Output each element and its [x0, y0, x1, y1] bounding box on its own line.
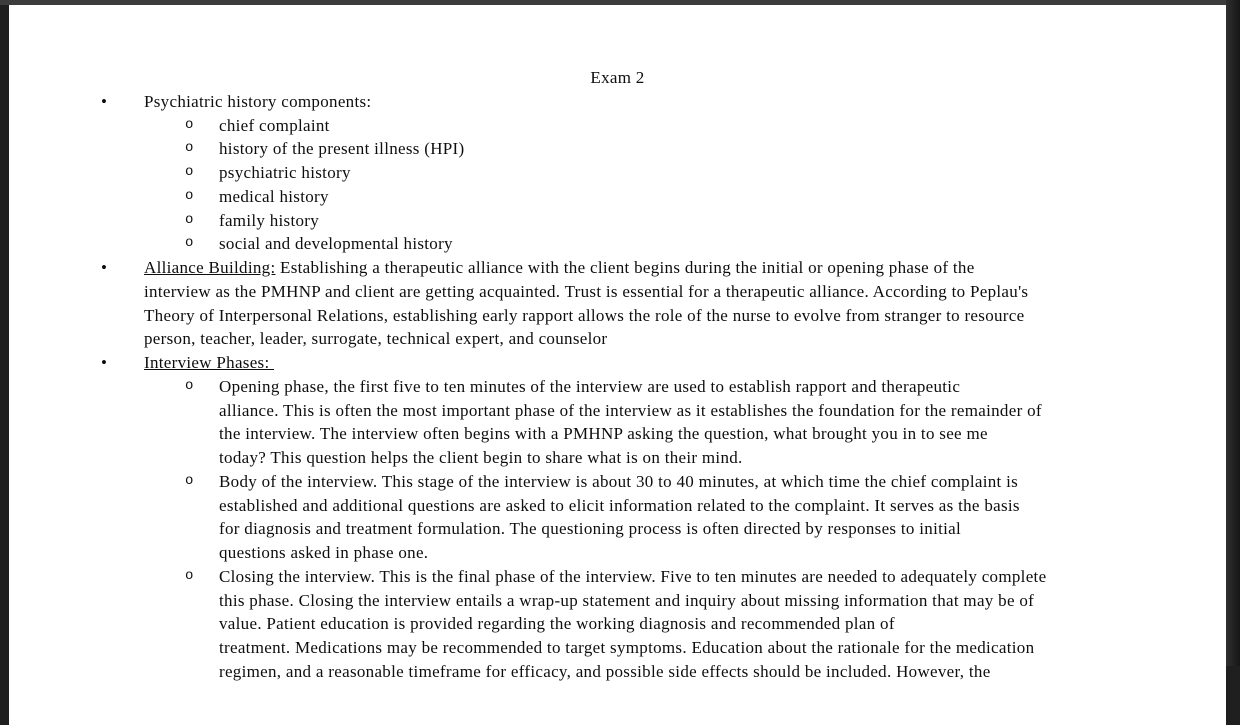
line-text: medical history: [219, 186, 329, 206]
document-page: [9, 5, 1226, 725]
list-item: [9, 256, 1226, 280]
bullet-circle-icon: o: [185, 472, 194, 489]
bullet-circle-icon: o: [185, 211, 194, 228]
bullet-disc-icon: •: [101, 91, 108, 111]
list-item: [9, 114, 1226, 138]
line-text: today? This question helps the client begin to share what is on their mind.: [219, 448, 743, 467]
line-text: questions asked in phase one.: [219, 543, 429, 562]
line-text: social and developmental history: [219, 234, 453, 254]
bullet-list: [9, 90, 1226, 684]
line-text: this phase. Closing the interview entails a wrap-up statement and inquiry about missing information that may be of: [219, 590, 1035, 610]
line-text: value. Patient education is provided regarding the working diagnosis and recommended plan of: [219, 614, 895, 634]
list-item-continuation: [9, 636, 1226, 660]
list-item: [9, 375, 1226, 399]
bullet-disc-icon: •: [101, 258, 108, 277]
list-item: [9, 161, 1226, 185]
underlined-heading: Alliance Building:: [144, 258, 276, 277]
line-text: Opening phase, the first five to ten minutes of the interview are used to establish rapport and therapeutic: [219, 376, 961, 396]
list-item: [9, 90, 1226, 114]
line-text: history of the present illness (HPI): [219, 139, 465, 159]
line-text: Theory of Interpersonal Relations, establishing early rapport allows the role of the nurse to evolve from stranger to resource: [144, 305, 1025, 325]
bullet-disc-icon: •: [101, 353, 108, 372]
list-item-continuation: [9, 280, 1226, 304]
line-text: person, teacher, leader, surrogate, technical expert, and counselor: [144, 329, 608, 349]
bullet-circle-icon: o: [185, 567, 194, 584]
line-text: treatment. Medications may be recommended to target symptoms. Education about the rationale for the medication: [219, 638, 1035, 657]
bullet-circle-icon: o: [185, 140, 194, 157]
page-title: Exam 2: [590, 68, 645, 87]
list-item-continuation: [9, 304, 1226, 328]
list-item-continuation: [9, 660, 1226, 684]
list-item: [9, 185, 1226, 209]
list-item-continuation: [9, 589, 1226, 613]
line-text: the interview. The interview often begins with a PMHNP asking the question, what brought you in to see me: [219, 424, 988, 444]
line-text: for diagnosis and treatment formulation. The questioning process is often directed by responses to initial: [219, 519, 962, 539]
line-text: Establishing a therapeutic alliance with the client begins during the initial or opening phase of the: [275, 258, 975, 277]
list-item: [9, 209, 1226, 233]
bullet-circle-icon: o: [185, 187, 194, 204]
document-body: [9, 5, 1226, 684]
line-text: alliance. This is often the most important phase of the interview as it establishes the foundation for the remainder of: [219, 400, 1042, 420]
list-item-continuation: [9, 422, 1226, 446]
line-text: family history: [219, 210, 320, 230]
list-item: [9, 351, 1226, 375]
list-item: [9, 137, 1226, 161]
list-item-continuation: [9, 517, 1226, 541]
line-text: Closing the interview. This is the final phase of the interview. Five to ten minutes are needed to adequately complete: [219, 566, 1047, 586]
bullet-circle-icon: o: [185, 116, 194, 133]
line-text: chief complaint: [219, 115, 330, 135]
underlined-heading: Interview Phases:: [144, 353, 275, 372]
window-frame-right: [1226, 0, 1240, 666]
list-item-continuation: [9, 541, 1226, 565]
list-item-continuation: [9, 446, 1226, 470]
bullet-circle-icon: o: [185, 164, 194, 180]
line-text: established and additional questions are asked to elicit information related to the complaint. It serves as the basis: [219, 495, 1020, 515]
line-text: regimen, and a reasonable timeframe for efficacy, and possible side effects should be included. However, the: [219, 661, 991, 681]
list-item-continuation: [9, 399, 1226, 423]
list-item-continuation: [9, 494, 1226, 518]
bullet-circle-icon: o: [185, 235, 194, 252]
list-item: [9, 470, 1226, 494]
bullet-circle-icon: o: [185, 377, 194, 394]
line-text: Psychiatric history components:: [144, 91, 372, 111]
list-item-continuation: [9, 612, 1226, 636]
line-text: interview as the PMHNP and client are getting acquainted. Trust is essential for a therapeutic alliance. According to Peplau's: [144, 281, 1029, 301]
line-text: Body of the interview. This stage of the interview is about 30 to 40 minutes, at which time the chief complaint is: [219, 471, 1019, 491]
line-text: psychiatric history: [219, 163, 351, 182]
list-item: [9, 232, 1226, 256]
list-item: [9, 565, 1226, 589]
list-item-continuation: [9, 327, 1226, 351]
